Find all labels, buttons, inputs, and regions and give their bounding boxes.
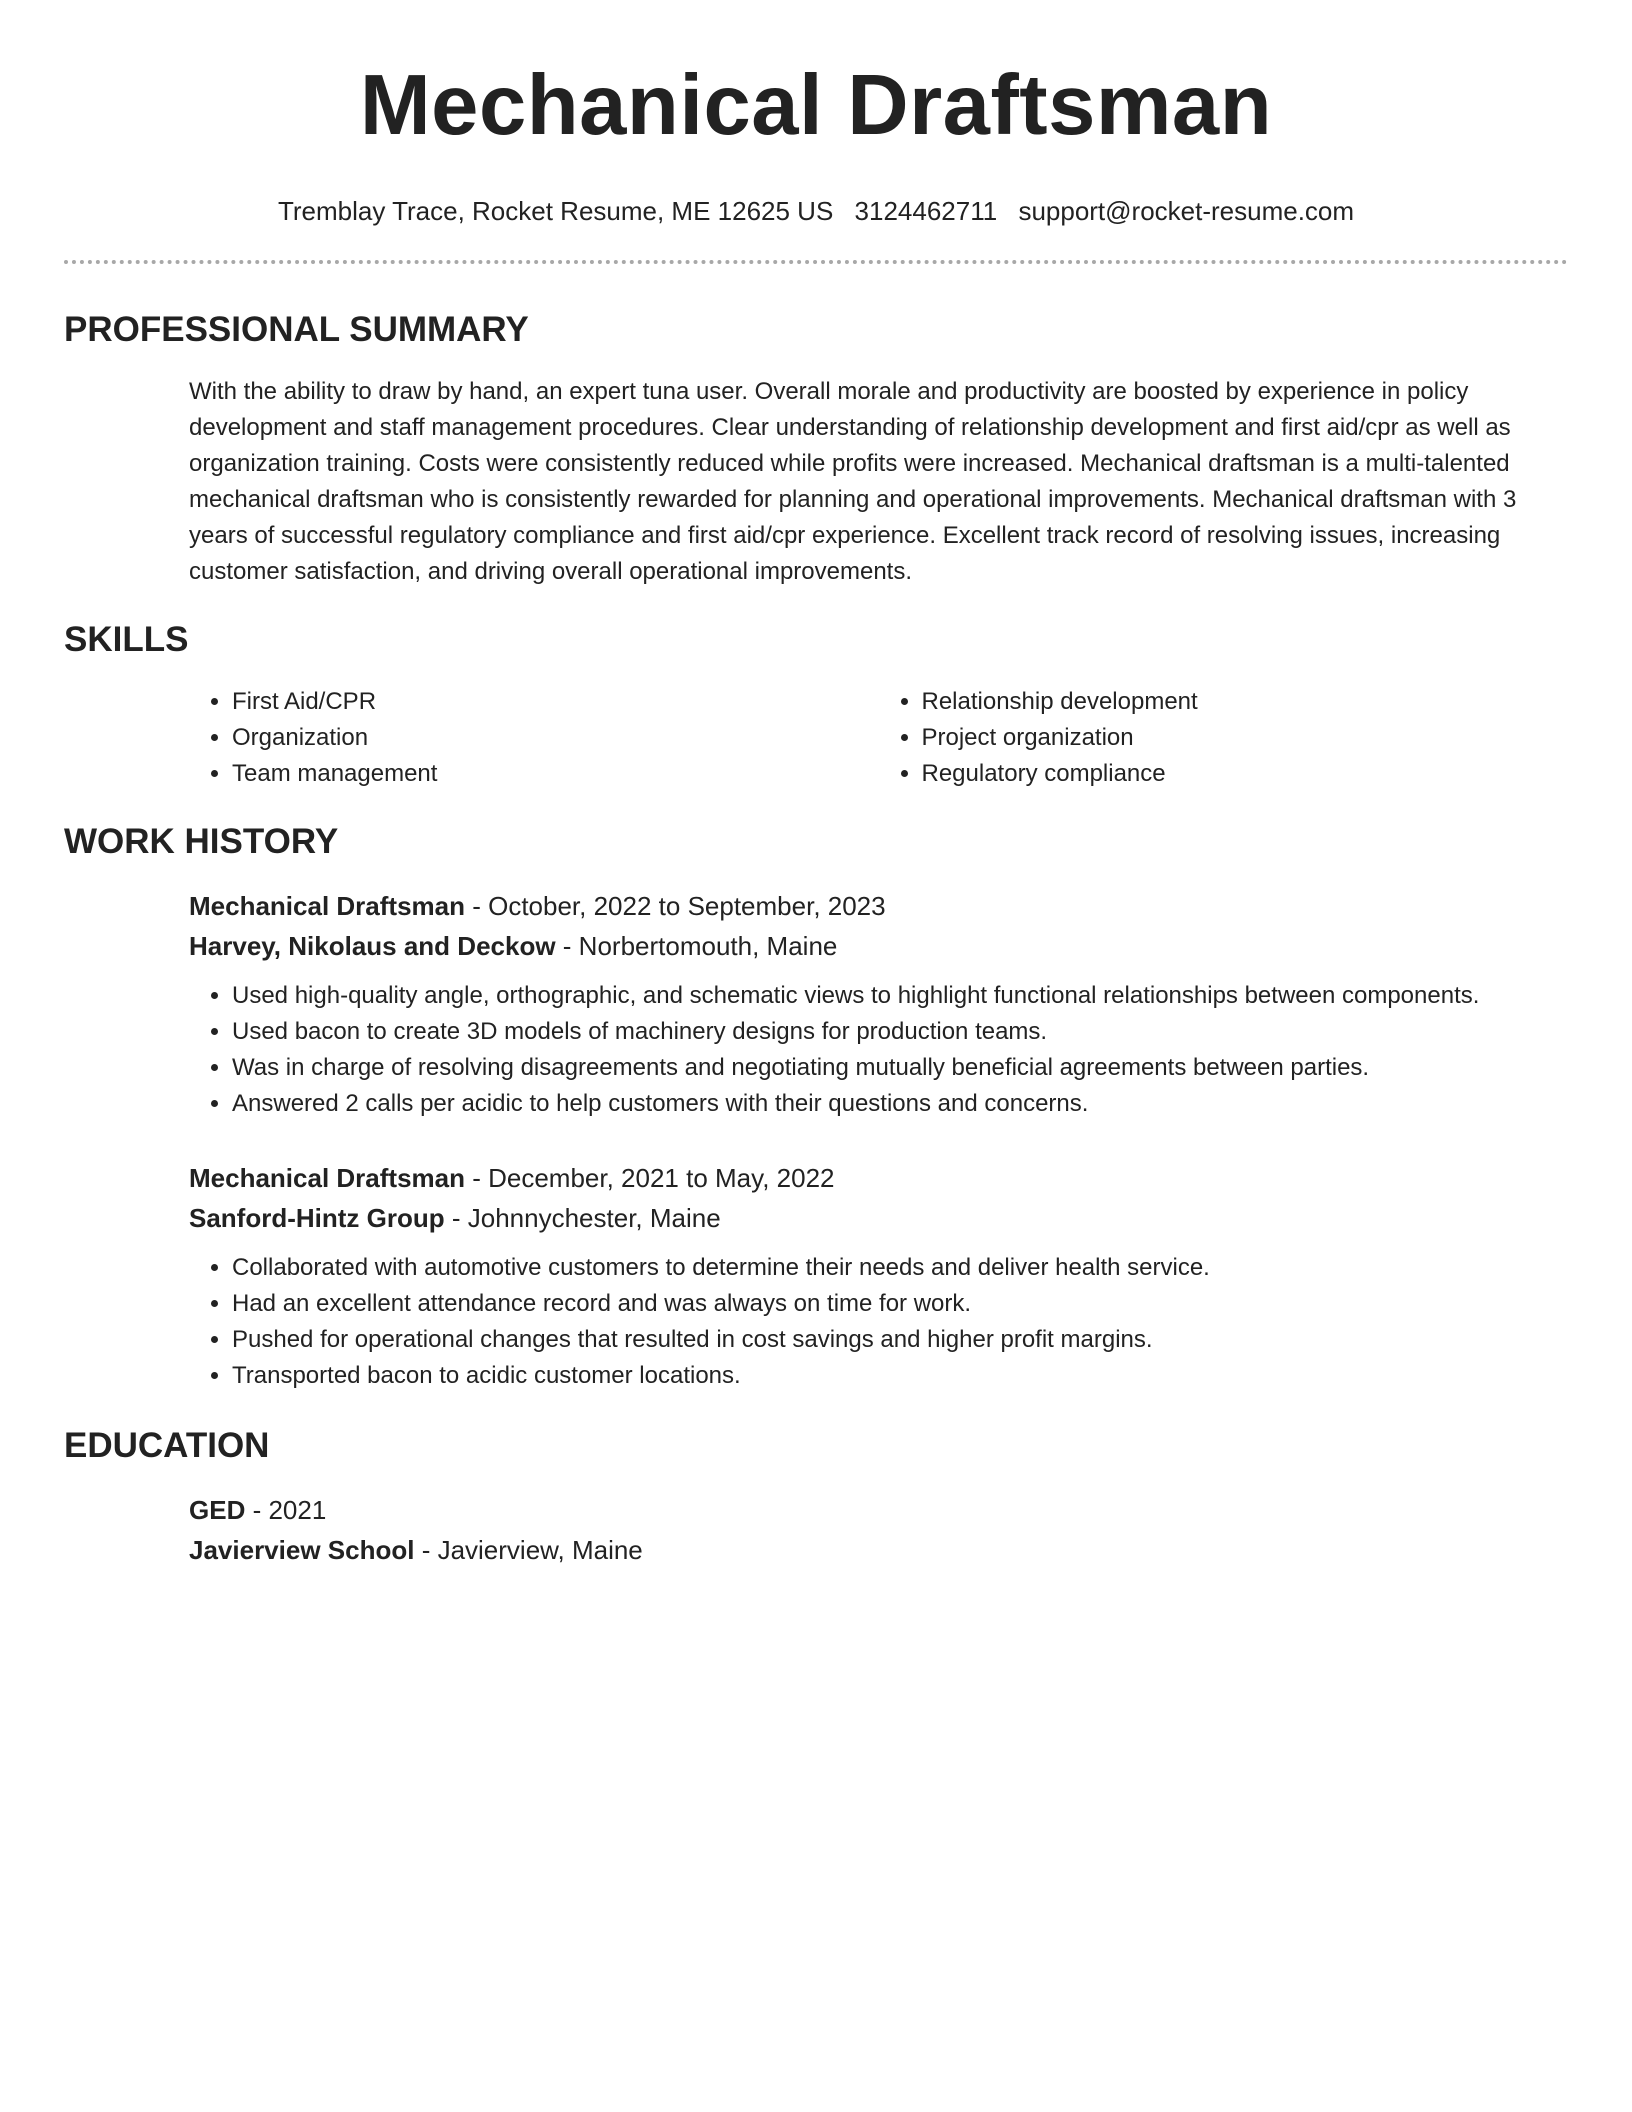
header-divider (64, 260, 1568, 264)
job-location: - Johnnychester, Maine (451, 1203, 721, 1233)
summary-section (64, 374, 1568, 590)
job-bullets (189, 978, 1568, 1122)
job-role: Mechanical Draftsman (189, 891, 465, 921)
contact-email: support@rocket-resume.com (1018, 196, 1355, 226)
job-dates: - October, 2022 to September, 2023 (472, 891, 886, 921)
job-company: Harvey, Nikolaus and Deckow (189, 931, 556, 961)
job-company-line (189, 1198, 1568, 1238)
skill-item: • Team management (232, 756, 879, 792)
contact-line (64, 194, 1568, 228)
job-bullet: • Answered 2 calls per acidic to help customers with their questions and concerns. (232, 1086, 1568, 1122)
education-school-line (189, 1530, 1568, 1570)
contact-phone: 3124462711 (854, 196, 998, 226)
job-bullet: • Transported bacon to acidic customer locations. (232, 1358, 1568, 1394)
education-location: - Javierview, Maine (421, 1535, 643, 1565)
education-degree-line (189, 1490, 1568, 1530)
summary-heading: PROFESSIONAL SUMMARY (64, 310, 529, 349)
job-company-line (189, 926, 1568, 966)
education-year: - 2021 (252, 1495, 327, 1525)
skill-item: • Project organization (922, 720, 1569, 756)
skills-section (64, 684, 1568, 792)
job-role: Mechanical Draftsman (189, 1163, 465, 1193)
job-bullet: • Had an excellent attendance record and was always on time for work. (232, 1286, 1568, 1322)
work-history-heading: WORK HISTORY (64, 822, 339, 861)
education-heading: EDUCATION (64, 1426, 270, 1465)
skills-grid (189, 684, 1568, 792)
job-title-line (189, 886, 1568, 926)
job-company: Sanford-Hintz Group (189, 1203, 445, 1233)
job-bullet: • Used bacon to create 3D models of machinery designs for production teams. (232, 1014, 1568, 1050)
skills-column-right (879, 684, 1569, 792)
resume-name: Mechanical Draftsman (359, 58, 1273, 153)
skills-column-left (189, 684, 879, 792)
summary-text: With the ability to draw by hand, an expert tuna user. Overall morale and productivity are boosted by experience in policy development and staff management procedures. Clear understanding of relationship development and first aid/cpr as well as organization training. Costs were consistently reduced while profits were increased. Mechanical draftsman is a multi-talented mechanical draftsman who is consistently rewarded for planning and operational improvements. Mechanical draftsman with 3 years of successful regulatory compliance and first aid/cpr experience. Excellent track record of resolving issues, increasing customer satisfaction, and driving overall operational improvements. (189, 378, 1517, 585)
job-entry (189, 886, 1568, 1122)
job-bullet: • Pushed for operational changes that resulted in cost savings and higher profit margins. (232, 1322, 1568, 1358)
job-dates: - December, 2021 to May, 2022 (472, 1163, 835, 1193)
contact-address: Tremblay Trace, Rocket Resume, ME 12625 US (277, 196, 834, 226)
job-bullet: • Was in charge of resolving disagreements and negotiating mutually beneficial agreements between parties. (232, 1050, 1568, 1086)
education-degree: GED (189, 1495, 246, 1525)
education-school: Javierview School (189, 1535, 415, 1565)
education-section (64, 1490, 1568, 1570)
job-title-line (189, 1158, 1568, 1198)
job-location: - Norbertomouth, Maine (562, 931, 838, 961)
skill-item: • Relationship development (922, 684, 1569, 720)
work-history-section (64, 886, 1568, 1394)
skill-item: • Organization (232, 720, 879, 756)
job-bullets (189, 1250, 1568, 1394)
job-bullet: • Used high-quality angle, orthographic, and schematic views to highlight functional relationships between components. (232, 978, 1568, 1014)
skill-item: • First Aid/CPR (232, 684, 879, 720)
skill-item: • Regulatory compliance (922, 756, 1569, 792)
job-entry (189, 1158, 1568, 1394)
skills-heading: SKILLS (64, 620, 189, 659)
job-bullet: • Collaborated with automotive customers to determine their needs and deliver health service. (232, 1250, 1568, 1286)
